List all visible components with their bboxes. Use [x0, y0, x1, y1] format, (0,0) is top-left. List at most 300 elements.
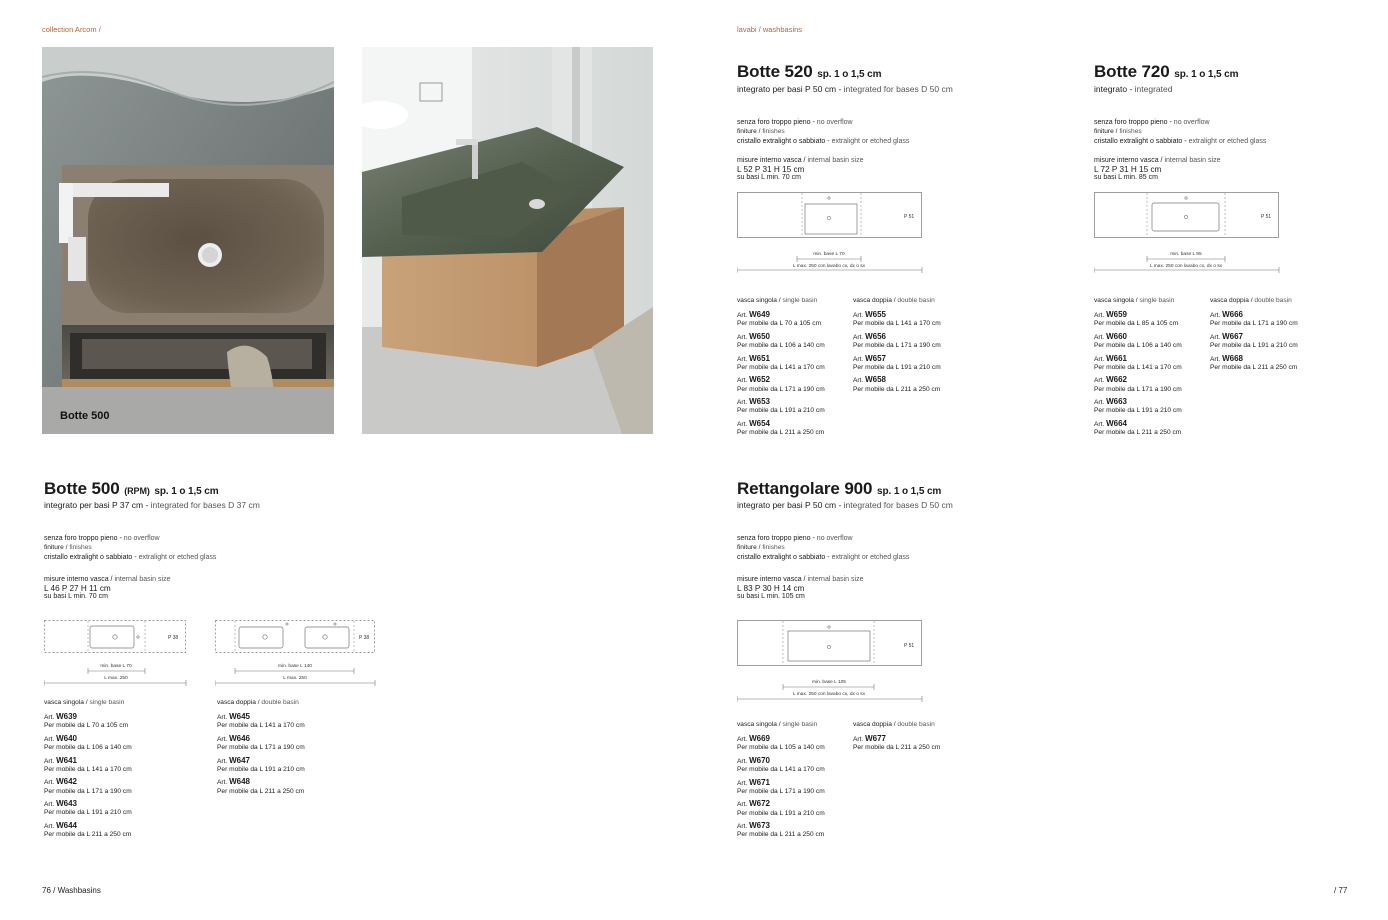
article-description: Per mobile da L 105 a 140 cm — [737, 744, 825, 752]
article-item — [1094, 398, 1182, 415]
article-prefix: Art. — [217, 714, 228, 721]
diagram-max: L max. 250 con lavabo cx, dx o sx — [1149, 264, 1223, 269]
article-code: W644 — [56, 820, 78, 830]
article-prefix: Art. — [737, 801, 748, 809]
article-code: W670 — [749, 755, 771, 765]
article-description: Per mobile da L 211 a 250 cm — [44, 831, 132, 839]
article-description: Per mobile da L 191 a 210 cm — [1094, 407, 1182, 415]
double-it: vasca doppia / — [1210, 297, 1253, 304]
breadcrumb-right: lavabi / washbasins — [737, 25, 803, 34]
min-base: su basi L min. 105 cm — [737, 593, 805, 601]
article-code-line — [1094, 376, 1182, 385]
article-code: W648 — [229, 777, 251, 787]
article-item — [737, 311, 825, 328]
article-item — [1210, 333, 1298, 350]
article-description: Per mobile da L 141 a 170 cm — [217, 722, 305, 730]
article-description: Per mobile da L 141 a 170 cm — [853, 320, 941, 328]
article-description: Per mobile da L 106 a 140 cm — [1094, 342, 1182, 349]
article-item — [737, 800, 825, 817]
integrated-en: integrated for bases D 50 cm — [843, 84, 953, 94]
integrated-it: integrato per basi P 37 cm — [44, 500, 144, 510]
no-overflow-it: senza foro troppo pieno — [737, 535, 811, 542]
measures-rett900 — [737, 576, 863, 602]
single-basin-header — [737, 721, 817, 728]
product-thickness: sp. 1 o 1,5 cm — [154, 486, 219, 497]
article-description: Per mobile da L 141 a 170 cm — [44, 765, 132, 773]
double-basin-header — [1210, 297, 1292, 304]
article-code: W662 — [1106, 375, 1128, 385]
double-en: double basin — [261, 699, 299, 706]
photo-top-view-illustration — [42, 47, 334, 434]
single-it: vasca singola / — [737, 721, 781, 728]
finishes-en: finishes — [762, 128, 785, 136]
product-name: Rettangolare 900 — [737, 479, 873, 498]
single-en: single basin — [782, 721, 818, 728]
article-prefix: Art. — [1210, 312, 1221, 319]
glass-it: cristallo extralight o sabbiato — [1094, 137, 1183, 145]
article-item — [737, 355, 825, 372]
article-code-line — [737, 311, 825, 320]
article-code-line — [1094, 420, 1182, 429]
article-description: Per mobile da L 191 a 210 cm — [737, 407, 825, 415]
no-overflow-en: no overflow — [1173, 119, 1210, 126]
article-code-line — [737, 355, 825, 364]
article-code-line — [853, 333, 941, 342]
article-description: Per mobile da L 211 a 250 cm — [1094, 429, 1182, 437]
finishes-it: finiture / — [737, 544, 761, 552]
diagram-min: min. base L 105 — [812, 680, 846, 685]
measures-botte720 — [1094, 157, 1220, 183]
product-thickness: sp. 1 o 1,5 cm — [817, 69, 882, 80]
diagram-min: min. base L 70 — [813, 252, 845, 257]
integrated-it: integrato per basi P 50 cm — [737, 84, 837, 94]
article-code-line — [217, 757, 305, 766]
article-list — [217, 713, 305, 800]
no-overflow-en: no overflow — [123, 535, 160, 542]
diagram-depth: P 38 — [359, 635, 370, 641]
article-item — [737, 779, 825, 796]
article-item — [1094, 311, 1182, 328]
product-subtitle-botte500 — [44, 500, 260, 510]
article-code: W653 — [749, 397, 771, 407]
article-code: W669 — [749, 734, 771, 743]
article-prefix: Art. — [737, 779, 748, 787]
diagram-min: min. base L 140 — [278, 664, 312, 669]
article-code: W663 — [1106, 397, 1128, 407]
article-code: W667 — [1222, 331, 1244, 341]
separator: - — [132, 553, 139, 561]
diagram-max: L max. 250 — [104, 676, 128, 681]
single-en: single basin — [89, 699, 125, 706]
diagram-botte520 — [737, 192, 923, 274]
separator: - — [836, 500, 844, 510]
product-thickness: sp. 1 o 1,5 cm — [877, 486, 942, 497]
breadcrumb-left: collection Arcom / — [42, 25, 101, 34]
single-it: vasca singola / — [44, 699, 88, 706]
article-code-line — [44, 735, 132, 744]
article-code: W661 — [1106, 353, 1128, 363]
article-prefix: Art. — [737, 420, 748, 428]
double-it: vasca doppia / — [853, 297, 896, 304]
glass-en: extralight or etched glass — [138, 553, 217, 561]
single-it: vasca singola / — [1094, 297, 1138, 304]
basin-size-it: misure interno vasca / — [737, 576, 806, 583]
article-code-line — [44, 757, 132, 766]
article-code: W645 — [229, 712, 251, 721]
integrated-en: integrated for bases D 37 cm — [150, 500, 260, 510]
article-code: W655 — [865, 310, 887, 319]
article-item — [44, 713, 132, 730]
finishes-it: finiture / — [737, 128, 761, 136]
glass-en: extralight or etched glass — [831, 553, 910, 561]
separator: - — [1167, 119, 1174, 126]
article-item — [737, 398, 825, 415]
article-description: Per mobile da L 171 a 190 cm — [44, 787, 132, 795]
article-code-line — [44, 778, 132, 787]
article-prefix: Art. — [44, 714, 55, 721]
article-code-line — [737, 333, 825, 342]
article-prefix: Art. — [1210, 333, 1221, 341]
double-basin-header — [853, 297, 935, 304]
article-prefix: Art. — [217, 779, 228, 787]
no-overflow-it: senza foro troppo pieno — [737, 119, 811, 126]
article-code-line — [737, 398, 825, 407]
article-code: W641 — [56, 755, 78, 765]
page-number-left: 76 / Washbasins — [42, 886, 101, 895]
separator: - — [117, 535, 124, 542]
article-description: Per mobile da L 211 a 250 cm — [737, 429, 825, 437]
article-prefix: Art. — [737, 377, 748, 385]
diagram-depth: P 38 — [168, 635, 179, 641]
product-title-botte500 — [44, 479, 219, 499]
spec-block-botte500 — [44, 534, 216, 562]
article-prefix: Art. — [853, 355, 864, 363]
glass-en: extralight or etched glass — [1188, 137, 1267, 145]
product-title-botte520 — [737, 62, 881, 82]
basin-measures: L 83 P 30 H 14 cm — [737, 583, 805, 593]
product-subtitle-rett900 — [737, 500, 953, 510]
glass-it: cristallo extralight o sabbiato — [44, 553, 133, 561]
spec-block-rett900 — [737, 534, 909, 562]
article-description: Per mobile da L 70 a 105 cm — [737, 320, 822, 328]
article-description: Per mobile da L 191 a 210 cm — [44, 809, 132, 817]
article-prefix: Art. — [853, 333, 864, 341]
article-prefix: Art. — [217, 757, 228, 765]
article-description: Per mobile da L 211 a 250 cm — [1210, 363, 1298, 371]
article-prefix: Art. — [737, 312, 748, 319]
separator: - — [810, 535, 817, 542]
article-prefix: Art. — [44, 735, 55, 743]
article-list — [44, 713, 132, 844]
article-item — [853, 376, 941, 393]
article-item — [217, 713, 305, 730]
article-item — [44, 735, 132, 752]
article-prefix: Art. — [1210, 355, 1221, 363]
diagram-depth: P 51 — [1261, 214, 1272, 220]
article-code-line — [853, 311, 941, 320]
article-prefix: Art. — [217, 735, 228, 743]
basin-size-en: internal basin size — [1164, 157, 1221, 164]
diagram-min: min. base L 70 — [100, 664, 132, 669]
diagram-botte500-single — [44, 620, 189, 688]
separator: - — [143, 500, 151, 510]
min-base: su basi L min. 70 cm — [737, 174, 801, 182]
article-prefix: Art. — [1094, 420, 1105, 428]
article-prefix: Art. — [44, 779, 55, 787]
min-base: su basi L min. 85 cm — [1094, 174, 1158, 182]
article-code: W673 — [749, 821, 771, 831]
product-title-botte720 — [1094, 62, 1238, 82]
article-item — [217, 757, 305, 774]
double-en: double basin — [897, 297, 935, 304]
article-code: W642 — [56, 777, 78, 787]
article-item — [737, 333, 825, 350]
article-item — [44, 822, 132, 839]
article-prefix: Art. — [853, 736, 864, 743]
article-prefix: Art. — [1094, 377, 1105, 385]
diagram-rett900 — [737, 620, 923, 704]
article-code: W666 — [1222, 310, 1244, 319]
glass-it: cristallo extralight o sabbiato — [737, 553, 826, 561]
article-code-line — [737, 800, 825, 809]
article-code-line — [737, 822, 825, 831]
article-code: W656 — [865, 331, 887, 341]
finishes-en: finishes — [1119, 128, 1142, 136]
article-prefix: Art. — [44, 757, 55, 765]
no-overflow-en: no overflow — [816, 119, 853, 126]
article-description: Per mobile da L 211 a 250 cm — [853, 385, 941, 393]
article-item — [737, 420, 825, 437]
article-prefix: Art. — [737, 736, 748, 743]
article-code-line — [1094, 355, 1182, 364]
article-list — [1094, 311, 1182, 442]
article-code: W652 — [749, 375, 771, 385]
article-prefix: Art. — [737, 757, 748, 765]
basin-size-en: internal basin size — [807, 576, 864, 583]
article-list — [853, 311, 941, 398]
article-code-line — [217, 778, 305, 787]
separator: - — [825, 137, 832, 145]
no-overflow-it: senza foro troppo pieno — [1094, 119, 1168, 126]
article-code: W639 — [56, 712, 78, 721]
article-description: Per mobile da L 211 a 250 cm — [737, 831, 825, 839]
article-description: Per mobile da L 106 a 140 cm — [44, 744, 132, 751]
article-code: W658 — [865, 375, 887, 385]
glass-it: cristallo extralight o sabbiato — [737, 137, 826, 145]
article-prefix: Art. — [737, 355, 748, 363]
article-description: Per mobile da L 171 a 190 cm — [1210, 320, 1298, 328]
article-list — [737, 735, 825, 844]
product-subtitle-botte720 — [1094, 84, 1172, 94]
double-it: vasca doppia / — [853, 721, 896, 728]
separator: - — [1127, 84, 1135, 94]
double-basin-header — [853, 721, 935, 728]
article-description: Per mobile da L 106 a 140 cm — [737, 342, 825, 349]
single-en: single basin — [782, 297, 818, 304]
no-overflow-en: no overflow — [816, 535, 853, 542]
double-basin-header — [217, 699, 299, 706]
article-item — [44, 778, 132, 795]
article-code: W646 — [229, 733, 251, 743]
photo-top-view — [42, 47, 334, 434]
article-prefix: Art. — [44, 801, 55, 809]
article-description: Per mobile da L 141 a 170 cm — [737, 766, 825, 773]
photo-perspective-illustration — [362, 47, 653, 434]
article-code: W657 — [865, 353, 887, 363]
article-code-line — [1210, 355, 1298, 364]
basin-size-it: misure interno vasca / — [44, 576, 113, 583]
article-item — [217, 778, 305, 795]
integrated-it: integrato — [1094, 84, 1128, 94]
article-description: Per mobile da L 191 a 210 cm — [217, 765, 305, 773]
separator: - — [1182, 137, 1189, 145]
measures-botte520 — [737, 157, 863, 183]
article-description: Per mobile da L 141 a 170 cm — [737, 363, 825, 371]
article-code-line — [44, 822, 132, 831]
double-it: vasca doppia / — [217, 699, 260, 706]
product-title-rett900 — [737, 479, 941, 499]
no-overflow-it: senza foro troppo pieno — [44, 535, 118, 542]
article-description: Per mobile da L 171 a 190 cm — [217, 744, 305, 751]
article-code-line — [44, 800, 132, 809]
article-prefix: Art. — [1094, 312, 1105, 319]
article-code: W647 — [229, 755, 251, 765]
article-description: Per mobile da L 211 a 250 cm — [217, 787, 305, 795]
article-code: W654 — [749, 418, 771, 428]
integrated-en: integrated — [1134, 84, 1173, 94]
article-item — [737, 376, 825, 393]
article-item — [217, 735, 305, 752]
article-prefix: Art. — [1094, 333, 1105, 341]
basin-size-it: misure interno vasca / — [1094, 157, 1163, 164]
product-name: Botte 500 — [44, 479, 120, 498]
double-en: double basin — [1254, 297, 1292, 304]
measures-botte500 — [44, 576, 170, 602]
article-item — [1094, 420, 1182, 437]
article-code: W649 — [749, 310, 771, 319]
article-item — [1094, 376, 1182, 393]
article-item — [853, 355, 941, 372]
diagram-depth: P 51 — [904, 643, 915, 649]
diagram-max: L max. 250 con lavabo cx, dx o sx — [792, 264, 866, 269]
single-basin-header — [1094, 297, 1174, 304]
article-code-line — [737, 376, 825, 385]
article-item — [737, 822, 825, 839]
article-description: Per mobile da L 85 a 105 cm — [1094, 320, 1179, 328]
min-base: su basi L min. 70 cm — [44, 593, 108, 601]
article-item — [44, 757, 132, 774]
article-code: W672 — [749, 799, 771, 809]
separator: - — [825, 553, 832, 561]
article-item — [1210, 355, 1298, 372]
article-code: W659 — [1106, 310, 1128, 319]
product-name: Botte 520 — [737, 62, 813, 81]
article-description: Per mobile da L 70 a 105 cm — [44, 722, 129, 730]
separator: - — [836, 84, 844, 94]
basin-size-it: misure interno vasca / — [737, 157, 806, 164]
article-description: Per mobile da L 171 a 190 cm — [737, 385, 825, 393]
article-code-line — [737, 420, 825, 429]
article-item — [853, 735, 940, 752]
integrated-en: integrated for bases D 50 cm — [843, 500, 953, 510]
basin-size-en: internal basin size — [114, 576, 171, 583]
article-code-line — [737, 735, 825, 744]
article-prefix: Art. — [737, 333, 748, 341]
article-prefix: Art. — [853, 377, 864, 385]
article-code-line — [1094, 333, 1182, 342]
photo-perspective-view — [362, 47, 653, 434]
article-code: W650 — [749, 331, 771, 341]
article-code: W640 — [56, 733, 78, 743]
spec-block-botte520 — [737, 118, 909, 146]
article-list — [853, 735, 940, 757]
article-code: W668 — [1222, 353, 1244, 363]
article-list — [737, 311, 825, 442]
article-code: W643 — [56, 799, 78, 809]
article-description: Per mobile da L 211 a 250 cm — [853, 744, 941, 752]
article-code-line — [737, 779, 825, 788]
diagram-botte500-double — [215, 620, 377, 688]
single-basin-header — [737, 297, 817, 304]
article-item — [1210, 311, 1298, 328]
article-code: W677 — [865, 734, 887, 743]
product-name: Botte 720 — [1094, 62, 1170, 81]
single-en: single basin — [1139, 297, 1175, 304]
article-code-line — [853, 355, 941, 364]
article-code-line — [44, 713, 132, 722]
product-thickness: sp. 1 o 1,5 cm — [1174, 69, 1239, 80]
article-code-line — [1210, 311, 1298, 320]
article-description: Per mobile da L 191 a 210 cm — [737, 809, 825, 817]
product-rpm: (RPM) — [124, 486, 150, 496]
article-prefix: Art. — [737, 399, 748, 407]
photo-caption: Botte 500 — [60, 410, 110, 422]
basin-size-en: internal basin size — [807, 157, 864, 164]
diagram-max: L max. 250 — [283, 676, 307, 681]
article-item — [853, 311, 941, 328]
article-code-line — [853, 376, 941, 385]
article-code-line — [853, 735, 940, 744]
diagram-botte720 — [1094, 192, 1280, 274]
article-code-line — [737, 757, 825, 766]
basin-measures: L 72 P 31 H 15 cm — [1094, 164, 1162, 174]
single-basin-header — [44, 699, 124, 706]
article-description: Per mobile da L 171 a 190 cm — [1094, 385, 1182, 393]
article-item — [853, 333, 941, 350]
basin-measures: L 52 P 31 H 15 cm — [737, 164, 805, 174]
single-it: vasca singola / — [737, 297, 781, 304]
article-code: W664 — [1106, 418, 1128, 428]
article-item — [1094, 333, 1182, 350]
double-en: double basin — [897, 721, 935, 728]
article-description: Per mobile da L 171 a 190 cm — [853, 342, 941, 349]
diagram-depth: P 51 — [904, 214, 915, 220]
article-list — [1210, 311, 1298, 376]
article-prefix: Art. — [1094, 355, 1105, 363]
finishes-it: finiture / — [44, 544, 68, 552]
article-description: Per mobile da L 171 a 190 cm — [737, 787, 825, 795]
glass-en: extralight or etched glass — [831, 137, 910, 145]
finishes-en: finishes — [69, 544, 92, 552]
finishes-it: finiture / — [1094, 128, 1118, 136]
article-code-line — [217, 713, 305, 722]
article-code: W660 — [1106, 331, 1128, 341]
spec-block-botte720 — [1094, 118, 1266, 146]
article-item — [737, 757, 825, 774]
finishes-en: finishes — [762, 544, 785, 552]
article-code: W671 — [749, 777, 771, 787]
article-prefix: Art. — [1094, 399, 1105, 407]
